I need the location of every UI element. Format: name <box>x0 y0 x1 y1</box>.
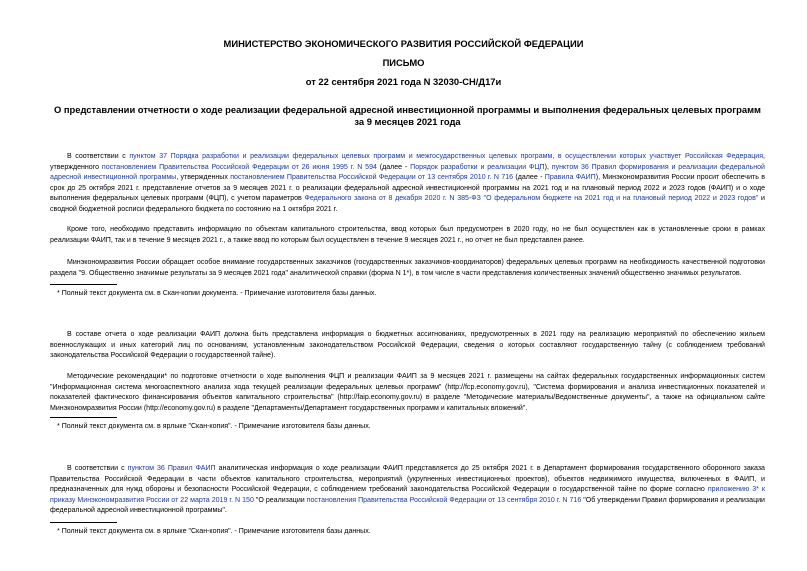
p1-text: (далее - <box>513 174 545 181</box>
footnote-2: * Полный текст документа см. в ярлыке "Скан-копия". - Примечание изготовителя базы данных. <box>57 423 371 430</box>
p6-text: "Об утверждении Правил формирования и реализации федеральной адресной инвестиционной программы". <box>50 496 765 514</box>
footnote-1: * Полный текст документа см. в Скан-копии документа. - Примечание изготовителя базы данных. <box>57 290 377 297</box>
p6-text: "О реализации <box>253 496 307 504</box>
paragraph-1 <box>50 152 765 215</box>
link-fcp-order[interactable]: Порядок разработки и реализации ФЦП <box>410 163 545 171</box>
link-resolution-716[interactable]: постановления Правительства Российской Федерации от 13 сентября 2010 г. N 716 <box>306 496 582 504</box>
paragraph-4: В составе отчета о ходе реализации ФАИП должна быть представлена информация о бюджетных ассигнованиях, предусмотренных в 2021 году на реализацию мероприятий по обеспечению жильем военнослужащих и иных категорий лиц по основаниям, установленным законодательством Российской Федерации, сведения о которых составляют государственную тайну (с соблюдением требований законодательства Российской Федерации о государственной тайне). <box>50 331 765 359</box>
p1-text: , утвержденных <box>176 174 231 181</box>
p1-text: В соответствии с <box>67 153 130 160</box>
footnote-divider <box>50 522 117 523</box>
p6-text: В соответствии с <box>67 465 128 472</box>
paragraph-3: Минэкономразвития России обращает особое внимание государственных заказчиков (государственных заказчиков-координаторов) федеральных целевых программ на необходимость качественной подготовки раздела "9. Общественно значимые результаты за 9 месяцев 2021 года" аналитической справки (форма N 1*), в том числе в части представления количественных значений общественно значимых результатов. <box>50 259 765 277</box>
paragraph-5: Методические рекомендации* по подготовке отчетности о ходе выполнения ФЦП и реализации ФАИП за 9 месяцев 2021 г. размещены на сайтах федеральных государственных информационных систем "Информационная система многоаспектного анализа хода текущей реализации федеральных целевых программ" (http://fcp.economy.gov.ru), "Система формирования и анализа инвестиционных показателей и показателей фактического финансирования объектов капитального строительства" (http://faip.economy.gov.ru) в разделе "Методические материалы/Ведомственные документы", а также на официальном сайте Минэкономразвития России (http://economy.gov.ru) в разделе "Департаменты/Департамент государственных программ и капитальных вложений". <box>50 373 765 412</box>
link-faip-rules-p36[interactable]: пунктом 36 Правил формирования и реализации федеральной адресной инвестиционной программы <box>50 163 765 181</box>
doc-date-number: от 22 сентября 2021 года N 32030-СН/Д17и <box>305 76 502 87</box>
footnote-divider <box>50 284 117 285</box>
doc-type-heading: ПИСЬМО <box>382 57 425 68</box>
footnote-divider <box>50 417 117 418</box>
link-faip-rules-p36[interactable]: пунктом 36 Правил ФАИП <box>127 465 216 472</box>
link-resolution-716[interactable]: постановлением Правительства Российской Федерации от 13 сентября 2010 г. N 716 <box>230 174 514 181</box>
ministry-heading: МИНИСТЕРСТВО ЭКОНОМИЧЕСКОГО РАЗВИТИЯ РОССИЙСКОЙ ФЕДЕРАЦИИ <box>223 38 584 49</box>
link-order-150-appendix-3[interactable]: приложению 3* к приказу Минэкономразвития России от 22 марта 2019 г. N 150 <box>50 486 765 504</box>
link-faip-rules[interactable]: Правила ФАИП <box>544 174 596 181</box>
p1-text: ), Минэкономразвития России просит обеспечить в срок до 25 октября 2021 г. представление отчетов за 9 месяцев 2021 г. о реализации федеральной адресной инвестиционной программы на 2021 год и на плановый период 2022 и 2023 годов (ФАИП) и о ходе выполнения федеральных целевых программ (ФЦП), с учетом параметров <box>50 174 765 202</box>
link-fcp-order-p37[interactable]: пунктом 37 Порядка разработки и реализации федеральных целевых программ и межгосударственных целевых программ, в осуществлении которых участвует Российская Федерация <box>129 153 764 160</box>
p6-text: аналитическая информация о ходе реализации ФАИП представляется до 25 октября 2021 г. в Департамент формирования государственного оборонного заказа Правительства Российской Федерации в части объектов капитального строительства, мероприятий (укрупненных инвестиционных проектов), объектов недвижимого имущества, включенных в ФАИП, и предназначенных для нужд обороны и безопасности Российской Федерации, с соблюдением требований законодательства Российской Федерации о государственной тайне по форме согласно <box>50 465 765 493</box>
p1-text: ), <box>544 163 552 171</box>
document-title: О представлении отчетности о ходе реализации федеральной адресной инвестиционной программы и выполнения федеральных целевых программ за 9 месяцев 2021 года <box>53 104 761 127</box>
link-resolution-594[interactable]: постановлением Правительства Российской Федерации от 26 июня 1995 г. N 594 <box>101 163 377 171</box>
footnote-3: * Полный текст документа см. в ярлыке "Скан-копия". - Примечание изготовителя базы данных. <box>57 528 371 535</box>
p1-text: , утвержденного <box>50 153 765 171</box>
p1-text: (далее - <box>376 163 411 171</box>
link-federal-law-385[interactable]: Федерального закона от 8 декабря 2020 г. N 385-ФЗ "О федеральном бюджете на 2021 год и на плановый период 2022 и 2023 годов" <box>304 195 759 202</box>
paragraph-6 <box>50 464 765 517</box>
paragraph-2: Кроме того, необходимо представить информацию по объектам капитального строительства, ввод которых был предусмотрен в 2020 году, но не был осуществлен как в установленные сроки в рамках реализации ФАИП, так и в течение 9 месяцев 2021 г., а также ввод по которым был осуществлен в течение 9 месяцев 2021 г., но отчет не был представлен ранее. <box>50 226 765 244</box>
p1-text: и сводной бюджетной росписи федерального бюджета по состоянию на 1 октября 2021 г. <box>50 195 765 213</box>
